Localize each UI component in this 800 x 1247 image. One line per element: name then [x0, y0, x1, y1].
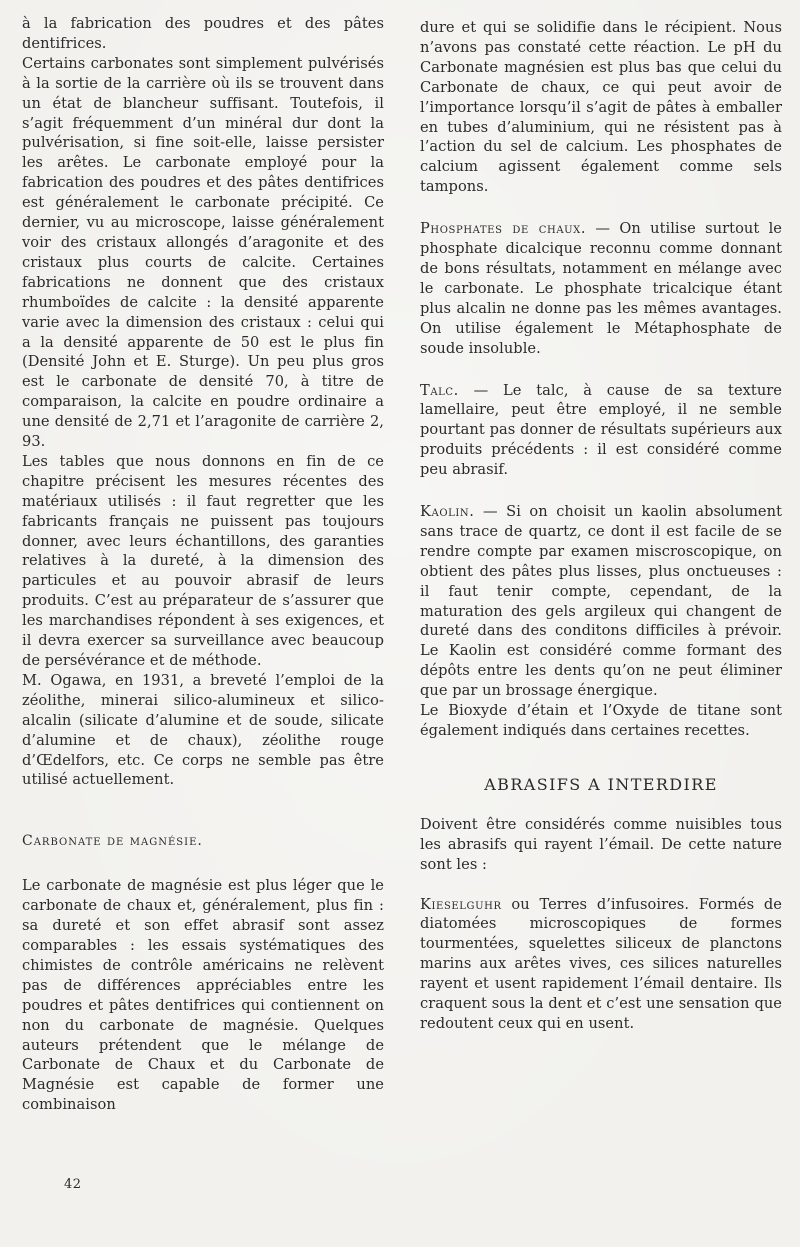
paragraph: Le Bioxyde d’étain et l’Oxyde de titane sont également indiqués dans certaines recettes. [420, 702, 782, 739]
run-in-heading: Talc. [420, 381, 459, 399]
paragraph-talc [420, 381, 782, 481]
run-in-heading: Kieselguhr [420, 895, 502, 913]
paragraph-phosphates [420, 219, 782, 358]
run-in-heading: Kaolin. [420, 503, 475, 521]
paragraph-kieselguhr [420, 895, 782, 1034]
page-number: 42 [64, 1177, 82, 1192]
paragraph: Les tables que nous donnons en fin de ce chapitre précisent les mesures récentes des matériaux utilisés : il faut regretter que les fabricants français ne puissent pas toujours donner, avec leurs échantillons, des garanties relatives à la dureté, à la dimension des particules et au pouvoir abrasif de leurs produits. C’est au préparateur de s’assurer que les marchandises répondent à ses exigences, et il devra exercer sa surveillance avec beaucoup de persévérance et de méthode. [22, 452, 384, 669]
paragraph-text: — On utilise surtout le phosphate dicalcique reconnu comme donnant de bons résultats, notamment en mélange avec le carbonate. Le phosphate tricalcique étant plus alcalin ne donne pas les mêmes avantages. On utilise également le Métaphosphate de soude insoluble. [420, 220, 782, 357]
paragraph-text: — Le talc, à cause de sa texture lamellaire, peut être employé, il ne semble pourtant pas donner de résultats supérieurs aux produits précédents : il est considéré comme peu abrasif. [420, 381, 782, 479]
section-heading: Carbonate de magnésie. [22, 833, 203, 850]
paragraph: à la fabrication des poudres et des pâtes dentifrices. [22, 15, 384, 52]
paragraph: Doivent être considérés comme nuisibles tous les abrasifs qui rayent l’émail. De cette nature sont les : [420, 815, 782, 873]
paragraph-text: — Si on choisit un kaolin absolument sans trace de quartz, ce dont il est facile de se rendre compte par examen miscroscopique, on obtient des pâtes plus lisses, plus onctueuses : il faut tenir compte, cependant, de la maturation des gels argileux qui changent de dureté dans des conditons difficiles à prévoir. Le Kaolin est considéré comme formant des dépôts entre les dents qu’on ne peut éliminer que par un brossage énergique. [420, 503, 782, 700]
left-column [22, 14, 384, 1115]
right-column [420, 18, 782, 1034]
section-heading: ABRASIFS A INTERDIRE [484, 774, 718, 794]
paragraph-kaolin [420, 502, 782, 701]
paragraph: Certains carbonates sont simplement pulvérisés à la sortie de la carrière où ils se trouvent dans un état de blancheur suffisant. Toutefois, il s’agit fréquemment d’un minéral dur dont la pulvérisation, si fine soit-elle, laisse persister les arêtes. Le carbonate employé pour la fabrication des poudres et des pâtes dentifrices est généralement le carbonate précipité. Ce dernier, vu au microscope, laisse généralement voir des cristaux allongés d’aragonite et des cristaux plus courts de calcite. Certaines fabrications ne donnent que des cristaux rhumboïdes de calcite : la densité apparente varie avec la dimension des cristaux : celui qui a la densité apparente de 50 est le plus fin (Densité John et E. Sturge). Un peu plus gros est le carbonate de densité 70, à titre de comparaison, la calcite en poudre ordinaire a une densité de 2,71 et l’aragonite de carrière 2, 93. [22, 54, 384, 451]
run-in-heading: Phosphates de chaux. [420, 220, 587, 238]
paragraph: M. Ogawa, en 1931, a breveté l’emploi de la zéolithe, minerai silico-alumineux et silico-alcalin (silicate d’alumine et de soude, silicate d’alumine et de chaux), zéolithe rouge d’Œdelfors, etc. Ce corps ne semble pas être utilisé actuellement. [22, 671, 384, 789]
paragraph: Le carbonate de magnésie est plus léger que le carbonate de chaux et, généralement, plus fin : sa dureté et son effet abrasif sont assez comparables : les essais systématiques des chimistes de contrôle américains ne relèvent pas de différences appréciables entre les poudres et pâtes dentifrices qui contiennent on non du carbonate de magnésie. Quelques auteurs prétendent que le mélange de Carbonate de Chaux et du Carbonate de Magnésie est capable de former une combinaison [22, 877, 384, 1114]
paragraph: dure et qui se solidifie dans le récipient. Nous n’avons pas constaté cette réaction. Le pH du Carbonate magnésien est plus bas que celui du Carbonate de chaux, ce qui peut avoir de l’importance lorsqu’il s’agit de pâtes à emballer en tubes d’aluminium, qui ne résistent pas à l’action du sel de calcium. Les phosphates de calcium agissent également comme sels tampons. [420, 19, 782, 196]
paragraph-text: ou Terres d’infusoires. Formés de diatomées microscopiques de formes tourmentées, squelettes siliceux de planctons marins aux arêtes vives, ces silices naturelles rayent et usent rapidement l’émail dentaire. Ils craquent sous la dent et c’est une sensation que redoutent ceux qui en usent. [420, 895, 782, 1032]
